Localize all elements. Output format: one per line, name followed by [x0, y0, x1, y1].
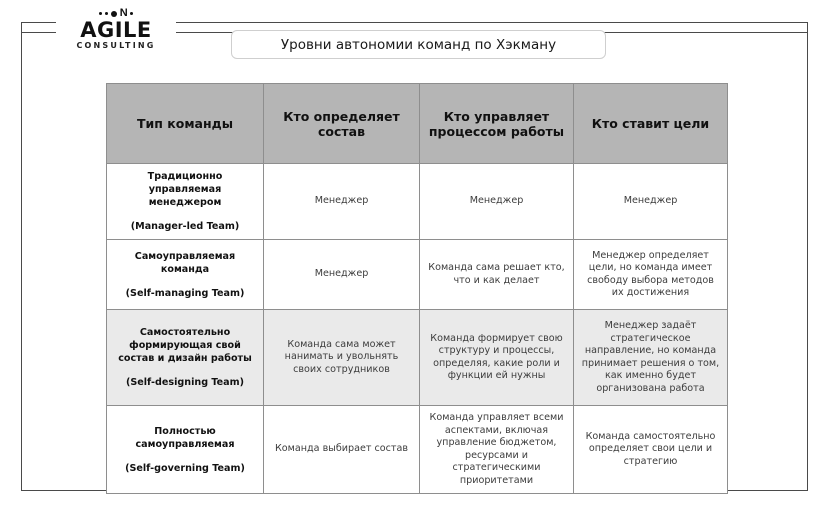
- logo-dot-small: [105, 12, 108, 15]
- cell-process: Команда сама решает кто, что и как делает: [420, 240, 574, 310]
- team-type-ru: Самоуправляемая команда: [134, 250, 236, 275]
- table-row: [107, 240, 728, 310]
- column-header-goals: Кто ставит цели: [574, 84, 728, 164]
- cell-composition: Менеджер: [264, 240, 420, 310]
- column-header-team-type: Тип команды: [107, 84, 264, 164]
- cell-composition: Команда сама может нанимать и увольнять своих сотрудников: [264, 310, 420, 406]
- cell-composition: Команда выбирает состав: [264, 406, 420, 494]
- column-header-composition: Кто определяет состав: [264, 84, 420, 164]
- cell-goals: Менеджер определяет цели, но команда имеет свободу выбора методов их достижения: [574, 240, 728, 310]
- cell-goals: Менеджер: [574, 164, 728, 240]
- logo-dot-small: [130, 12, 133, 15]
- cell-team-type: [107, 406, 264, 494]
- table-row: [107, 310, 728, 406]
- logo-letter-n: N: [119, 7, 128, 19]
- team-type-ru: Самостоятельно формирующая свой состав и дизайн работы: [118, 327, 252, 364]
- cell-goals: Менеджер задаёт стратегическое направление, но команда принимает решения о том, как именно будет организована работа: [574, 310, 728, 406]
- team-type-ru: Традиционно управляемая менеджером: [147, 171, 223, 208]
- table-row: [107, 406, 728, 494]
- cell-team-type: [107, 240, 264, 310]
- cell-process: Команда управляет всеми аспектами, включая управление бюджетом, ресурсами и стратегическими приоритетами: [420, 406, 574, 494]
- header-rule-left: [21, 32, 61, 33]
- logo-dot-small: [99, 12, 102, 15]
- cell-goals: Команда самостоятельно определяет свои цели и стратегию: [574, 406, 728, 494]
- brand-tagline: CONSULTING: [76, 41, 156, 50]
- slide-title-pill: [231, 30, 606, 59]
- team-type-en: (Self-governing Team): [125, 462, 245, 474]
- brand-name: AGILE: [80, 18, 152, 42]
- brand-logo: [56, 8, 176, 51]
- cell-team-type: [107, 310, 264, 406]
- cell-composition: Менеджер: [264, 164, 420, 240]
- table-header-row: [107, 84, 728, 164]
- team-type-ru: Полностью самоуправляемая: [135, 425, 235, 450]
- cell-process: Менеджер: [420, 164, 574, 240]
- logo-dot-large: [111, 11, 117, 17]
- team-type-en: (Manager-led Team): [130, 221, 240, 232]
- cell-process: Команда формирует свою структуру и процессы, определяя, какие роли и функции ей нужны: [420, 310, 574, 406]
- column-header-process: Кто управляет процессом работы: [420, 84, 574, 164]
- page-title: Уровни автономии команд по Хэкману: [280, 36, 557, 53]
- team-type-en: (Self-managing Team): [125, 287, 245, 299]
- cell-team-type: [107, 164, 264, 240]
- table-row: [107, 164, 728, 240]
- team-autonomy-table: [106, 83, 728, 494]
- team-type-en: (Self-designing Team): [125, 377, 245, 388]
